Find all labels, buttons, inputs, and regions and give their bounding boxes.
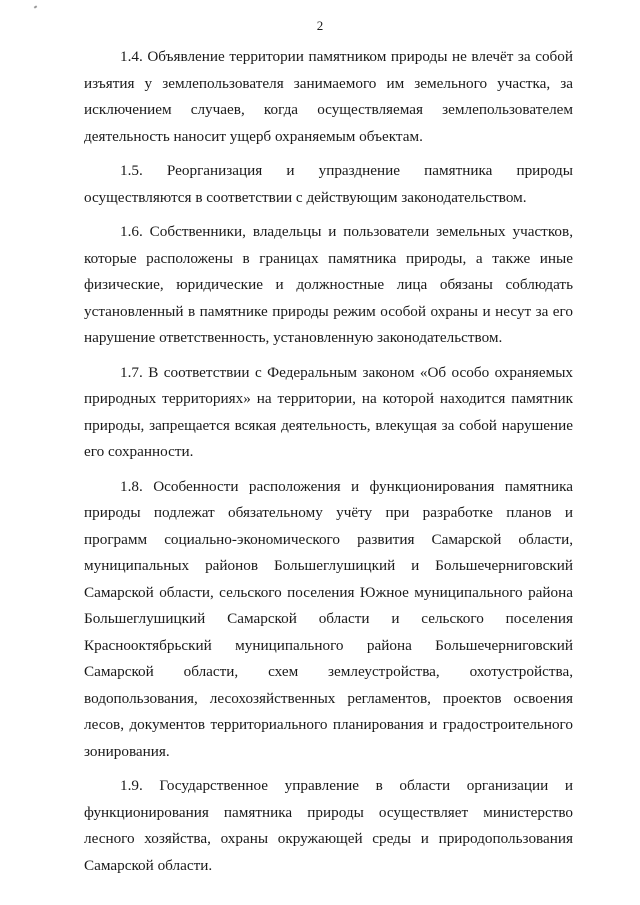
paragraph-1-6: 1.6. Собственники, владельцы и пользователи земельных участков, которые расположены в границах памятника природы, а также иные физические, юридические и должностные лица обязаны соблюдать установленный в памятнике природы режим особой охраны и несут за его нарушение ответственность, установленную законодательством. <box>84 223 573 346</box>
document-body <box>84 44 573 887</box>
paragraph-1-5: 1.5. Реорганизация и упразднение памятника природы осуществляются в соответствии с действующим законодательством. <box>84 162 573 206</box>
page-number: 2 <box>316 18 324 33</box>
paragraph-1-8: 1.8. Особенности расположения и функционирования памятника природы подлежат обязательному учёту при разработке планов и программ социально-экономического развития Самарской области, муниципальных районов Большеглушицкий и Большечерниговский Самарской области, сельского поселения Южное муниципального района Большеглушицкий Самарской области и сельского поселения Краснооктябрьский муниципального района Большечерниговский Самарской области, схем землеустройства, охотустройства, водопользования, лесохозяйственных регламентов, проектов освоения лесов, документов территориального планирования и градостроительного зонирования. <box>84 477 573 760</box>
paragraph-1-7: 1.7. В соответствии с Федеральным законом «Об особо охраняемых природных территориях» на территории, на которой находится памятник природы, запрещается всякая деятельность, влекущая за собой нарушение его сохранности. <box>84 363 573 460</box>
scan-artifact <box>34 5 38 8</box>
paragraph-1-4: 1.4. Объявление территории памятником природы не влечёт за собой изъятия у землепользователя занимаемого им земельного участка, за исключением случаев, когда осуществляемая землепользователем деятельность наносит ущерб охраняемым объектам. <box>84 48 573 145</box>
paragraph-1-9: 1.9. Государственное управление в области организации и функционирования памятника природы осуществляет министерство лесного хозяйства, охраны окружающей среды и природопользования Самарской области. <box>84 777 573 874</box>
